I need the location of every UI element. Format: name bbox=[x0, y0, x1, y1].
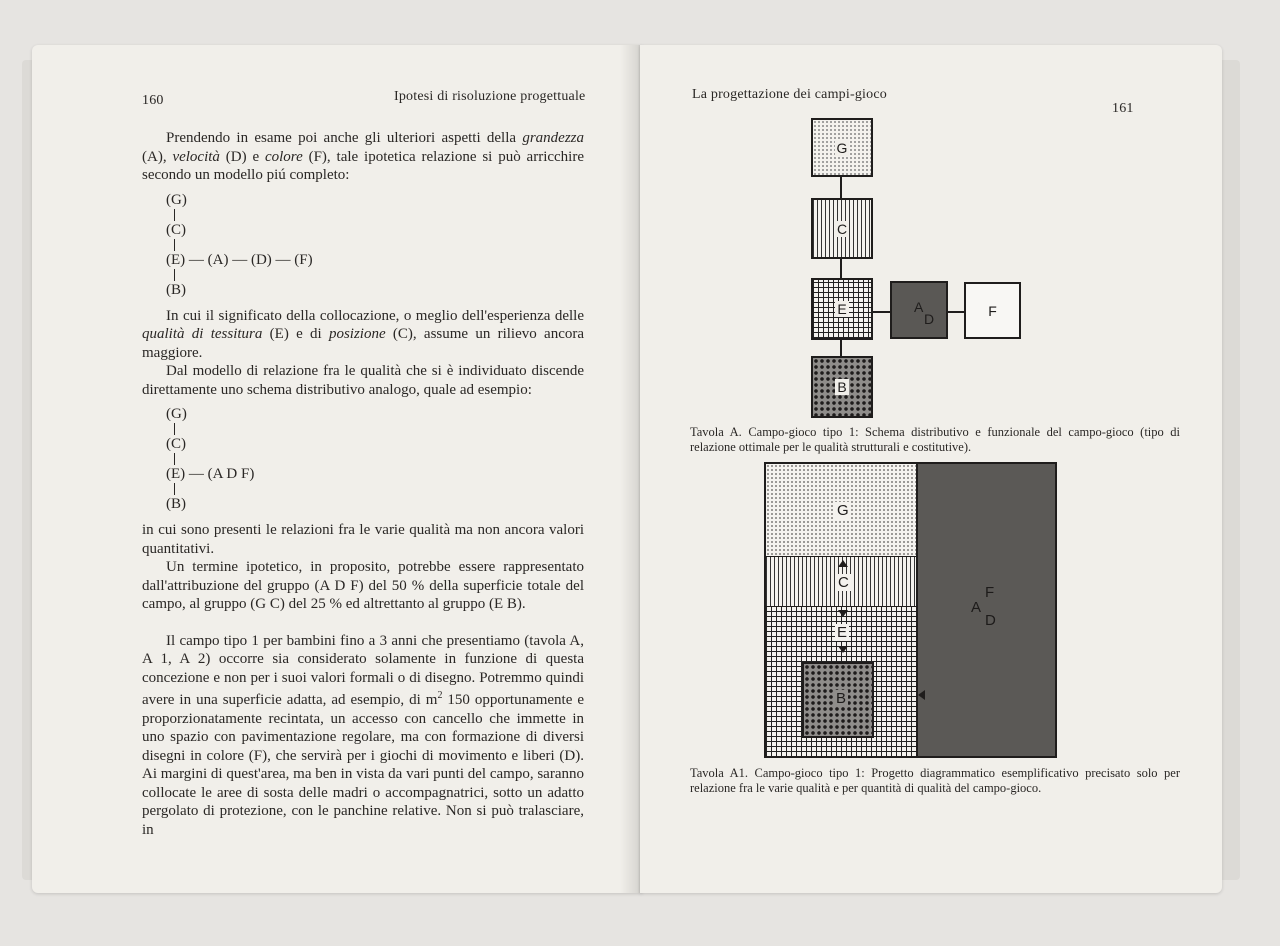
paragraph-4: in cui sono presenti le relazioni fra le varie qualità ma non ancora valori quantitativi. bbox=[142, 522, 584, 557]
relation-model-2 bbox=[166, 405, 584, 513]
label-f: F bbox=[988, 302, 997, 319]
arrow-down-icon bbox=[838, 610, 848, 617]
square-g bbox=[811, 118, 873, 177]
plan-label-b: B bbox=[836, 690, 847, 707]
model2-e-row: (E) — (A D F) bbox=[166, 466, 255, 482]
plan-label-a: A bbox=[971, 599, 982, 616]
arrow-up-icon bbox=[838, 560, 848, 567]
model1-link bbox=[174, 209, 175, 221]
plan-label-c: C bbox=[838, 574, 849, 591]
paragraph-3: Dal modello di relazione fra le qualità che si è individuato discende direttamente uno schema distributivo analogo, quale ad esempio: bbox=[142, 363, 584, 398]
label-g: G bbox=[836, 139, 848, 156]
para6-prefix: Il campo tipo 1 per bambini fino a 3 anni che presentiamo (tavola A, A 1, A 2) occorre sia considerato solamente in funzione di questa concezione e non per i suoi valori formali o di disegno. Potremmo quindi avere in una superficie adatta, ad esempio, di m bbox=[142, 632, 584, 708]
para2-mid: (E) e di bbox=[262, 326, 329, 342]
left-page bbox=[32, 45, 642, 893]
model2-link bbox=[174, 453, 175, 465]
model1-e-row: (E) — (A) — (D) — (F) bbox=[166, 251, 313, 268]
para2-suffix: (C), assume un rilievo ancora maggiore. bbox=[142, 326, 585, 361]
term-tessitura: qualità di tessitura bbox=[142, 326, 263, 342]
paragraph-5: Un termine ipotetico, in proposito, potrebbe essere rappresentato dall'attribuzione del gruppo (A D F) del 50 % della superficie totale del campo, al gruppo (G C) del 25 % ed altrettanto al gruppo (E B). bbox=[142, 559, 584, 612]
model1-g: (G) bbox=[166, 191, 187, 208]
page-number-right: 161 bbox=[1112, 101, 1134, 116]
para6-suffix: 150 opportunamente e proporzionatamente recintata, un accesso con cancello che immette in uno spazio con pavimentazione regolare, ma con formazione di diversi disegni in colore (F), che servirà per i giochi di movimento e liberi (D). Ai margini di quest'area, ma ben in vista da vari punti del campo, saranno collocate le aree di sosta delle madri o accompagnatrici, sotto un adatto pergolato di protezione, con le panchine relative. Non si può tralasciare, in bbox=[142, 692, 584, 838]
term-colore: colore bbox=[264, 148, 303, 165]
plan-label-d: D bbox=[985, 612, 996, 629]
square-b bbox=[811, 356, 873, 418]
running-head-right: La progettazione dei campi-gioco bbox=[692, 87, 887, 102]
model2-link bbox=[174, 423, 175, 435]
model1-link bbox=[174, 269, 175, 281]
paragraph-1 bbox=[142, 129, 584, 185]
label-e: E bbox=[837, 301, 847, 317]
label-c: C bbox=[836, 220, 848, 237]
para1-prefix: Prendendo in esame poi anche gli ulteriori aspetti della bbox=[166, 130, 523, 146]
plan-label-f: F bbox=[985, 584, 995, 601]
caption-tavola-a1: Tavola A1. Campo-gioco tipo 1: Progetto diagrammatico esemplificativo precisato solo per relazione fra le varie qualità e per quantità di qualità del campo-gioco. bbox=[690, 766, 1180, 795]
model2-g: (G) bbox=[166, 406, 187, 422]
plan-label-e: E bbox=[837, 624, 848, 641]
square-ad bbox=[890, 281, 948, 339]
square-e bbox=[811, 278, 873, 340]
para1-suffix: (F), tale ipotetica relazione si può arricchire secondo un modello piú completo: bbox=[142, 148, 585, 183]
caption-tavola-a: Tavola A. Campo-gioco tipo 1: Schema distributivo e funzionale del campo-gioco (tipo di relazione ottimale per le qualità strutturali e costitutive). bbox=[690, 425, 1180, 454]
arrow-left-icon bbox=[918, 690, 925, 700]
model2-c: (C) bbox=[166, 436, 186, 452]
left-text-column bbox=[142, 129, 584, 839]
para2-prefix: In cui il significato della collocazione, o meglio dell'esperienza delle bbox=[166, 307, 584, 324]
relation-model-1 bbox=[166, 191, 584, 299]
running-head-left: Ipotesi di risoluzione progettuale bbox=[394, 89, 586, 104]
square-c bbox=[811, 198, 873, 259]
square-f bbox=[964, 282, 1021, 339]
label-b: B bbox=[837, 379, 847, 395]
model1-b: (B) bbox=[166, 281, 186, 298]
label-d: D bbox=[924, 311, 935, 327]
right-page bbox=[640, 45, 1222, 893]
plan-tavola-a1 bbox=[764, 462, 1057, 758]
area-adf bbox=[916, 464, 1057, 756]
plan-label-g: G bbox=[837, 502, 849, 519]
para1-mid2: (D) e bbox=[219, 148, 265, 165]
term-grandezza: grandezza bbox=[522, 130, 584, 146]
paragraph-6 bbox=[142, 632, 584, 840]
model1-link bbox=[174, 239, 175, 251]
term-velocita: velocità bbox=[172, 148, 220, 165]
label-a: A bbox=[914, 299, 924, 315]
model2-link bbox=[174, 483, 175, 495]
para6-superscript: 2 bbox=[437, 690, 443, 701]
term-posizione: posizione bbox=[328, 326, 386, 342]
para1-mid1: (A), bbox=[142, 148, 173, 165]
page-number-left: 160 bbox=[142, 93, 164, 108]
arrow-down-icon bbox=[838, 646, 848, 653]
paragraph-2 bbox=[142, 307, 584, 363]
model1-c: (C) bbox=[166, 221, 186, 238]
model2-b: (B) bbox=[166, 496, 186, 512]
